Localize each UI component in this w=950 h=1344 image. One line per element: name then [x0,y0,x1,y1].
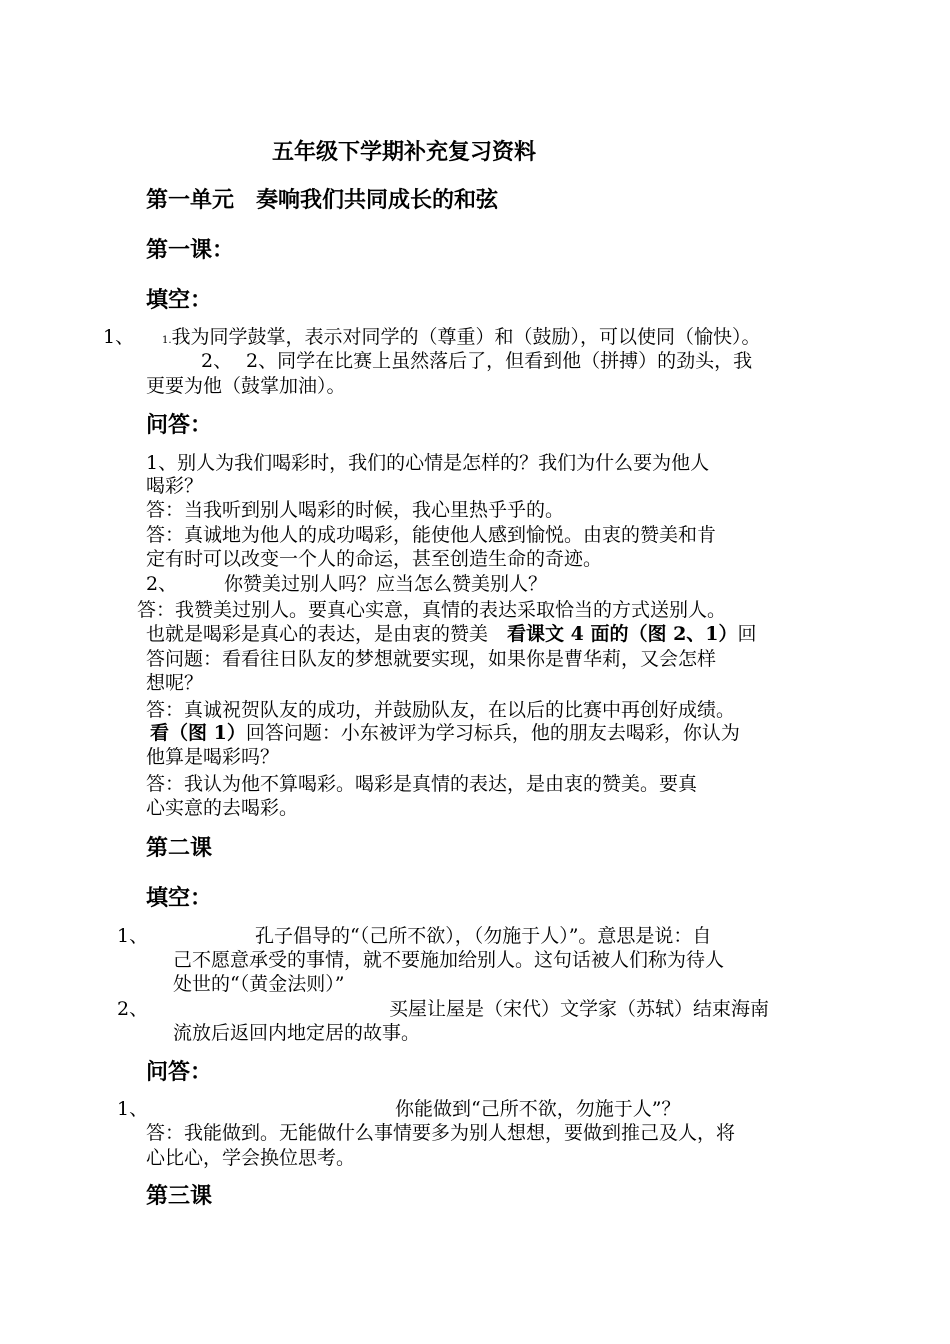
answer-text: 心比心，学会换位思考。 [146,1147,356,1169]
answer-text: 答：真诚地为他人的成功喝彩，能使他人感到愉悦。由衷的赞美和肯 [146,524,717,546]
answer-text-part: 也就是喝彩是真心的表达，是由衷的赞美 [146,623,508,645]
answer-text: 答：当我听到别人喝彩的时候，我心里热乎乎的。 [146,499,565,521]
fill-item-text: 2、同学在比赛上虽然落后了，但看到他（拼搏）的劲头，我 [246,350,753,372]
question-number: 1、 [117,1098,149,1120]
figure-reference: 看课文 4 面的（图 2、1） [507,623,738,645]
fill-item-text: 孔子倡导的“（己所不欲），（勿施于人）”。意思是说：自 [255,925,712,947]
fill-item-number: 2、 [201,350,233,372]
answer-text: 答：我认为他不算喝彩。喝彩是真情的表达，是由衷的赞美。要真 [146,773,698,795]
answer-text: 定有时可以改变一个人的命运，甚至创造生命的奇迹。 [146,548,603,570]
answer-text: 答：我赞美过别人。要真心实意，真情的表达采取恰当的方式送别人。 [137,599,727,621]
answer-text: 他算是喝彩吗？ [146,746,280,768]
lesson2-fill-heading: 填空： [146,885,213,911]
question-text: 1、别人为我们喝彩时，我们的心情是怎样的？我们为什么要为他人 [146,452,710,474]
question-text: 喝彩？ [146,475,204,497]
lesson2-heading: 第二课 [146,835,213,861]
fill-item-small-number: 1. [162,335,172,346]
answer-text-part: 回答问题：小东被评为学习标兵，他的朋友去喝彩，你认为 [245,722,740,744]
fill-item-text: 己不愿意承受的事情，就不要施加给别人。这句话被人们称为待人 [173,949,725,971]
lesson3-heading: 第三课 [146,1183,213,1209]
question-number: 2、 [146,573,178,595]
lesson1-heading: 第一课： [146,237,235,263]
lesson2-qa-heading: 问答： [146,1059,213,1085]
fill-item-text: 处世的“（黄金法则）” [173,973,345,995]
fill-item-text: 流放后返回内地定居的故事。 [173,1022,421,1044]
fill-item-number: 2、 [117,998,149,1020]
answer-text-part: 回 [737,623,757,645]
answer-text: 答问题：看看往日队友的梦想就要实现，如果你是曹华莉，又会怎样 [146,648,717,670]
lesson1-fill-heading: 填空： [146,287,213,313]
question-text: 你能做到“己所不欲，勿施于人”？ [395,1098,681,1120]
fill-item-text: 更要为他（鼓掌加油）。 [146,375,346,397]
page-title: 五年级下学期补充复习资料 [272,139,537,165]
answer-text [146,622,757,646]
answer-text: 想呢？ [146,672,204,694]
fill-item-number: 1、 [117,925,149,947]
question-text: 你赞美过别人吗？应当怎么赞美别人？ [224,573,548,595]
answer-text [150,721,740,745]
answer-text: 心实意的去喝彩。 [146,797,299,819]
answer-text: 答：我能做到。无能做什么事情要多为别人想想，要做到推己及人，将 [146,1122,736,1144]
fill-item-number: 1、 [103,326,135,348]
answer-text: 答：真诚祝贺队友的成功，并鼓励队友，在以后的比赛中再创好成绩。 [146,699,736,721]
unit-heading: 第一单元 奏响我们共同成长的和弦 [146,187,499,213]
fill-item-content: 我为同学鼓掌，表示对同学的（尊重）和（鼓励），可以使同（愉快）。 [171,326,761,348]
figure-reference: 看（图 1） [150,722,246,744]
fill-item-text: 买屋让屋是（宋代）文学家（苏轼）结束海南 [389,998,770,1020]
lesson1-qa-heading: 问答： [146,412,213,438]
